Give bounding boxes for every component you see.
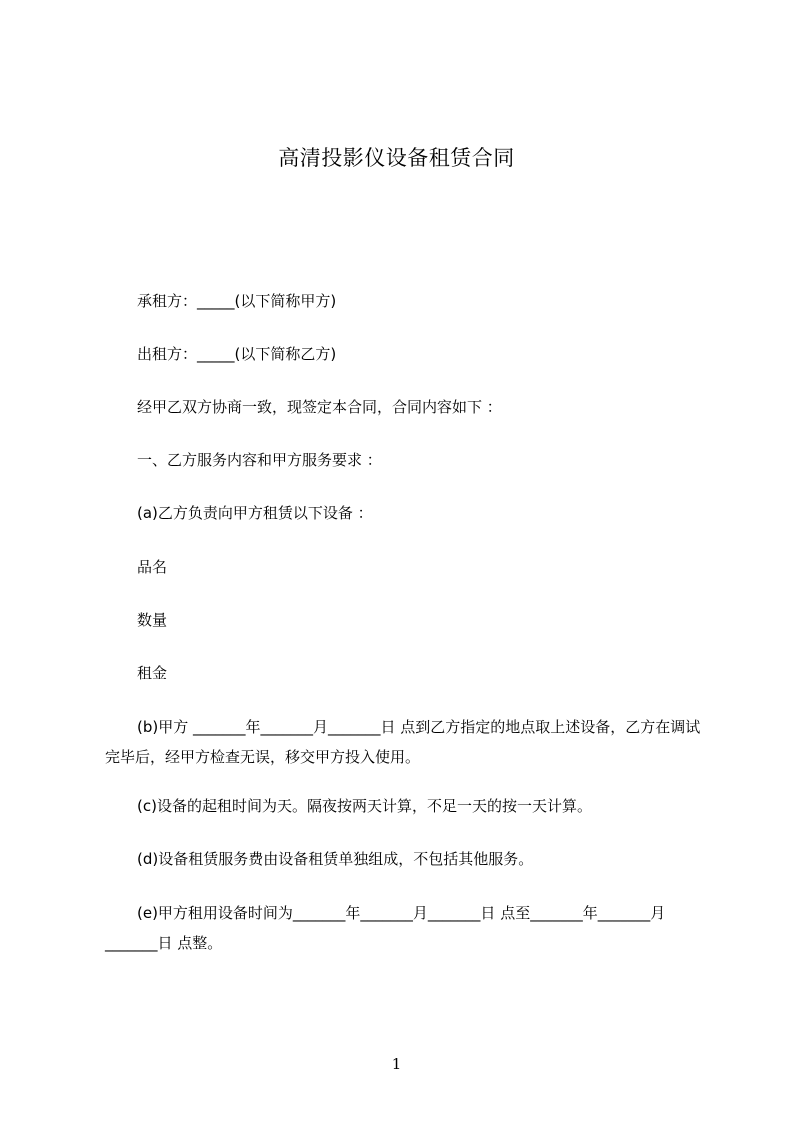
document-title: 高清投影仪设备租赁合同 (278, 146, 515, 170)
item-d-line: (d)设备租赁服务费由设备租赁单独组成，不包括其他服务。 (137, 850, 534, 868)
field-quantity: 数量 (137, 611, 168, 629)
item-c-line: (c)设备的起租时间为天。隔夜按两天计算，不足一天的按一天计算。 (137, 797, 592, 815)
lessor-line: 出租方：_____(以下简称乙方) (137, 345, 337, 363)
section-one-heading: 一、乙方服务内容和甲方服务要求 ： (137, 451, 382, 469)
item-e-paragraph: (e)甲方租用设备时间为_______年_______月_______日 点至_______年_______月_______日 点整。 (105, 904, 666, 952)
page-number: 1 (391, 1055, 402, 1073)
intro-line: 经甲乙双方协商一致，现签定本合同，合同内容如下 ： (137, 398, 502, 416)
item-a-line: (a)乙方负责向甲方租赁以下设备 ： (137, 504, 373, 522)
lessee-line: 承租方：_____(以下简称甲方) (137, 292, 337, 310)
field-product-name: 品名 (137, 558, 168, 576)
field-rent: 租金 (137, 664, 168, 682)
item-b-paragraph: (b)甲方 _______年_______月_______日 点到乙方指定的地点取上述设备，乙方在调试完毕后，经甲方检查无误，移交甲方投入使用。 (105, 718, 701, 766)
